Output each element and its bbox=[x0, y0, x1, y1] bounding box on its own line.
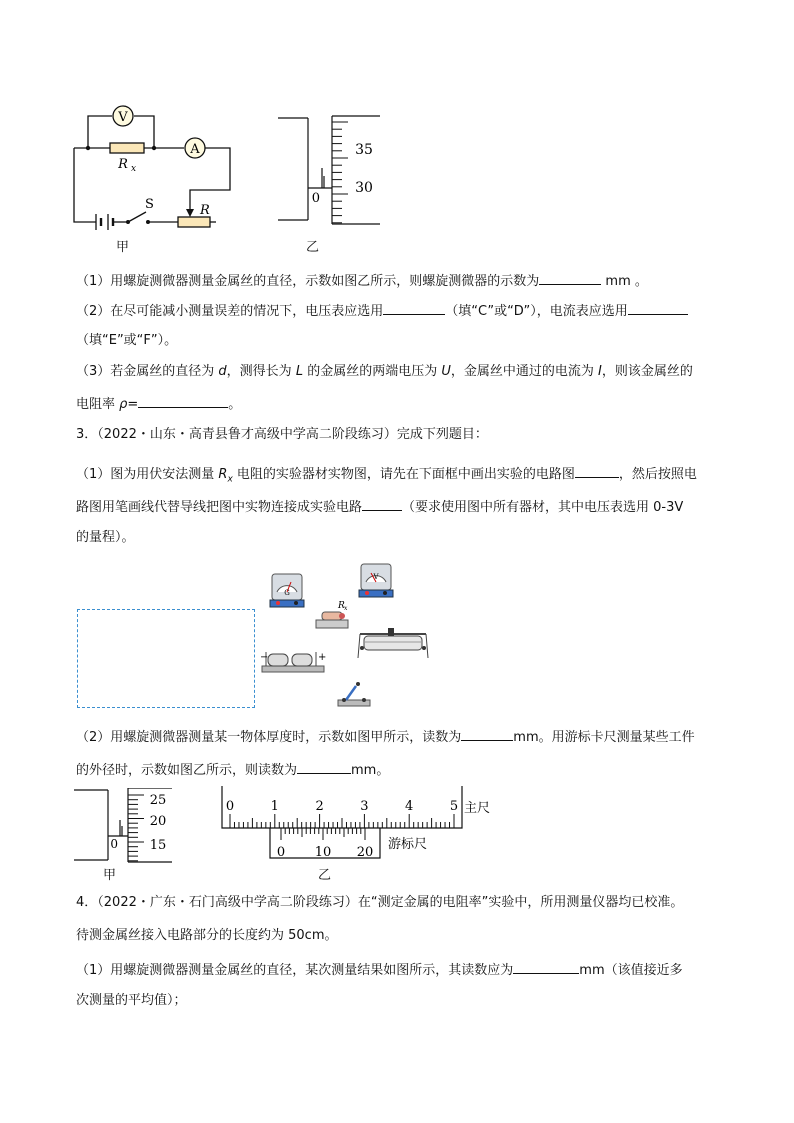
q4-line4: 次测量的平均值）； bbox=[76, 993, 187, 1008]
answer-blank[interactable] bbox=[461, 728, 513, 741]
main-scale-label: 主尺 bbox=[464, 801, 491, 816]
answer-blank[interactable] bbox=[383, 302, 445, 315]
figure-caption-yi: 乙 bbox=[306, 240, 320, 255]
resistor-rx bbox=[110, 143, 144, 153]
micrometer2-tick-15: 15 bbox=[149, 838, 167, 853]
resistor-label: R bbox=[118, 157, 128, 172]
answer-blank[interactable] bbox=[539, 272, 601, 285]
micrometer-main-zero: 0 bbox=[311, 191, 320, 206]
q3-header: 3．（2022・山东・高青县鲁才高级中学高二阶段练习）完成下列题目： bbox=[76, 427, 488, 442]
q2-part3: （3）若金属丝的直径为 d，测得长为 L 的金属丝的两端电压为 U，金属丝中通过的电流为 I，则该金属丝的 bbox=[76, 364, 693, 379]
rheostat-label: R bbox=[200, 203, 210, 218]
main-scale-number: 3 bbox=[360, 799, 369, 814]
figure-caption-yi-2: 乙 bbox=[318, 868, 332, 883]
voltmeter-label: V bbox=[118, 110, 128, 125]
main-scale-number: 4 bbox=[405, 799, 414, 814]
rheostat-apparatus-icon bbox=[358, 628, 428, 658]
q4-line2: 待测金属丝接入电路部分的长度约为 50cm。 bbox=[76, 928, 338, 943]
q2-part2: （2）在尽可能减小测量误差的情况下，电压表应选用 （填“C”或“D”），电流表应选用 bbox=[76, 302, 688, 320]
voltmeter-apparatus-label: V bbox=[373, 573, 379, 581]
switch-label: S bbox=[145, 197, 154, 212]
micrometer-tick-35: 35 bbox=[355, 142, 373, 158]
vernier-number: 20 bbox=[356, 845, 374, 860]
main-scale-number: 1 bbox=[270, 799, 279, 814]
resistor-apparatus-sub: x bbox=[344, 605, 348, 612]
answer-blank[interactable] bbox=[575, 465, 619, 478]
q3-part2-line1: （2）用螺旋测微器测量某一物体厚度时，示数如图甲所示，读数为 mm。用游标卡尺测量某些工件 bbox=[76, 730, 695, 745]
q2-part2-cont: （填“E”或“F”）。 bbox=[76, 333, 178, 348]
q3-part1-line2: 路图用笔画线代替导线把图中实物连接成实验电路 （要求使用图中所有器材，其中电压表选用 0-3V bbox=[76, 500, 684, 515]
micrometer2-tick-20: 20 bbox=[149, 814, 167, 829]
vernier-number: 0 bbox=[276, 845, 286, 860]
vernier-number: 10 bbox=[314, 845, 332, 860]
resistor-apparatus-icon bbox=[316, 612, 348, 628]
battery-plus: + bbox=[318, 652, 327, 663]
main-scale-number: 2 bbox=[315, 799, 324, 814]
battery-icon bbox=[262, 652, 327, 672]
micrometer2-main-zero: 0 bbox=[110, 837, 118, 851]
figure-caption-jia: 甲 bbox=[116, 240, 130, 255]
answer-blank[interactable] bbox=[138, 395, 228, 408]
q3-part1-line1: （1）图为用伏安法测量 $R_x$ 电阻的实验器材实物图，请先在下面框中画出实验的电路图 ，然后按照电 bbox=[76, 467, 697, 485]
vernier-caliper-diagram bbox=[218, 786, 500, 862]
micrometer2-tick-25: 25 bbox=[149, 793, 167, 808]
answer-blank[interactable] bbox=[362, 498, 402, 511]
resistor-label-sub: x bbox=[131, 164, 137, 174]
q4-line1: 4．（2022・广东・石门高级中学高二阶段练习）在“测定金属的电阻率”实验中，所用测量仪器均已校准。 bbox=[76, 895, 684, 910]
vernier-scale-label: 游标尺 bbox=[388, 837, 428, 852]
answer-blank[interactable] bbox=[513, 961, 579, 974]
main-scale-number: 0 bbox=[225, 799, 235, 814]
q3-part2-line2: 的外径时，示数如图乙所示，则读数为 mm。 bbox=[76, 763, 390, 778]
q4-line3: （1）用螺旋测微器测量金属丝的直径，某次测量结果如图所示，其读数应为 mm（该值接近多 bbox=[76, 963, 683, 978]
galvanometer-label: G bbox=[284, 589, 290, 597]
micrometer-tick-30: 30 bbox=[355, 180, 373, 196]
q2-part3-cont: 电阻率 ρ= 。 bbox=[76, 397, 242, 412]
ammeter-label: A bbox=[190, 142, 200, 157]
answer-blank[interactable] bbox=[628, 302, 688, 315]
battery-minus: − bbox=[260, 652, 269, 663]
apparatus-illustration bbox=[258, 562, 438, 722]
q3-part1-line3: 的量程）。 bbox=[76, 530, 135, 545]
rheostat bbox=[178, 217, 210, 227]
circuit-drawing-box[interactable] bbox=[77, 609, 255, 708]
q2-part1: （1）用螺旋测微器测量金属丝的直径，示数如图乙所示，则螺旋测微器的示数为 mm 。 bbox=[76, 274, 648, 289]
resistor-apparatus-label: R bbox=[338, 601, 345, 611]
figure-caption-jia-2: 甲 bbox=[103, 868, 117, 883]
main-scale-number: 5 bbox=[449, 799, 459, 814]
switch-apparatus-icon bbox=[338, 682, 370, 706]
circuit-diagram bbox=[66, 100, 236, 252]
micrometer-diagram bbox=[272, 108, 392, 232]
micrometer-diagram-2 bbox=[72, 788, 182, 864]
answer-blank[interactable] bbox=[297, 761, 351, 774]
